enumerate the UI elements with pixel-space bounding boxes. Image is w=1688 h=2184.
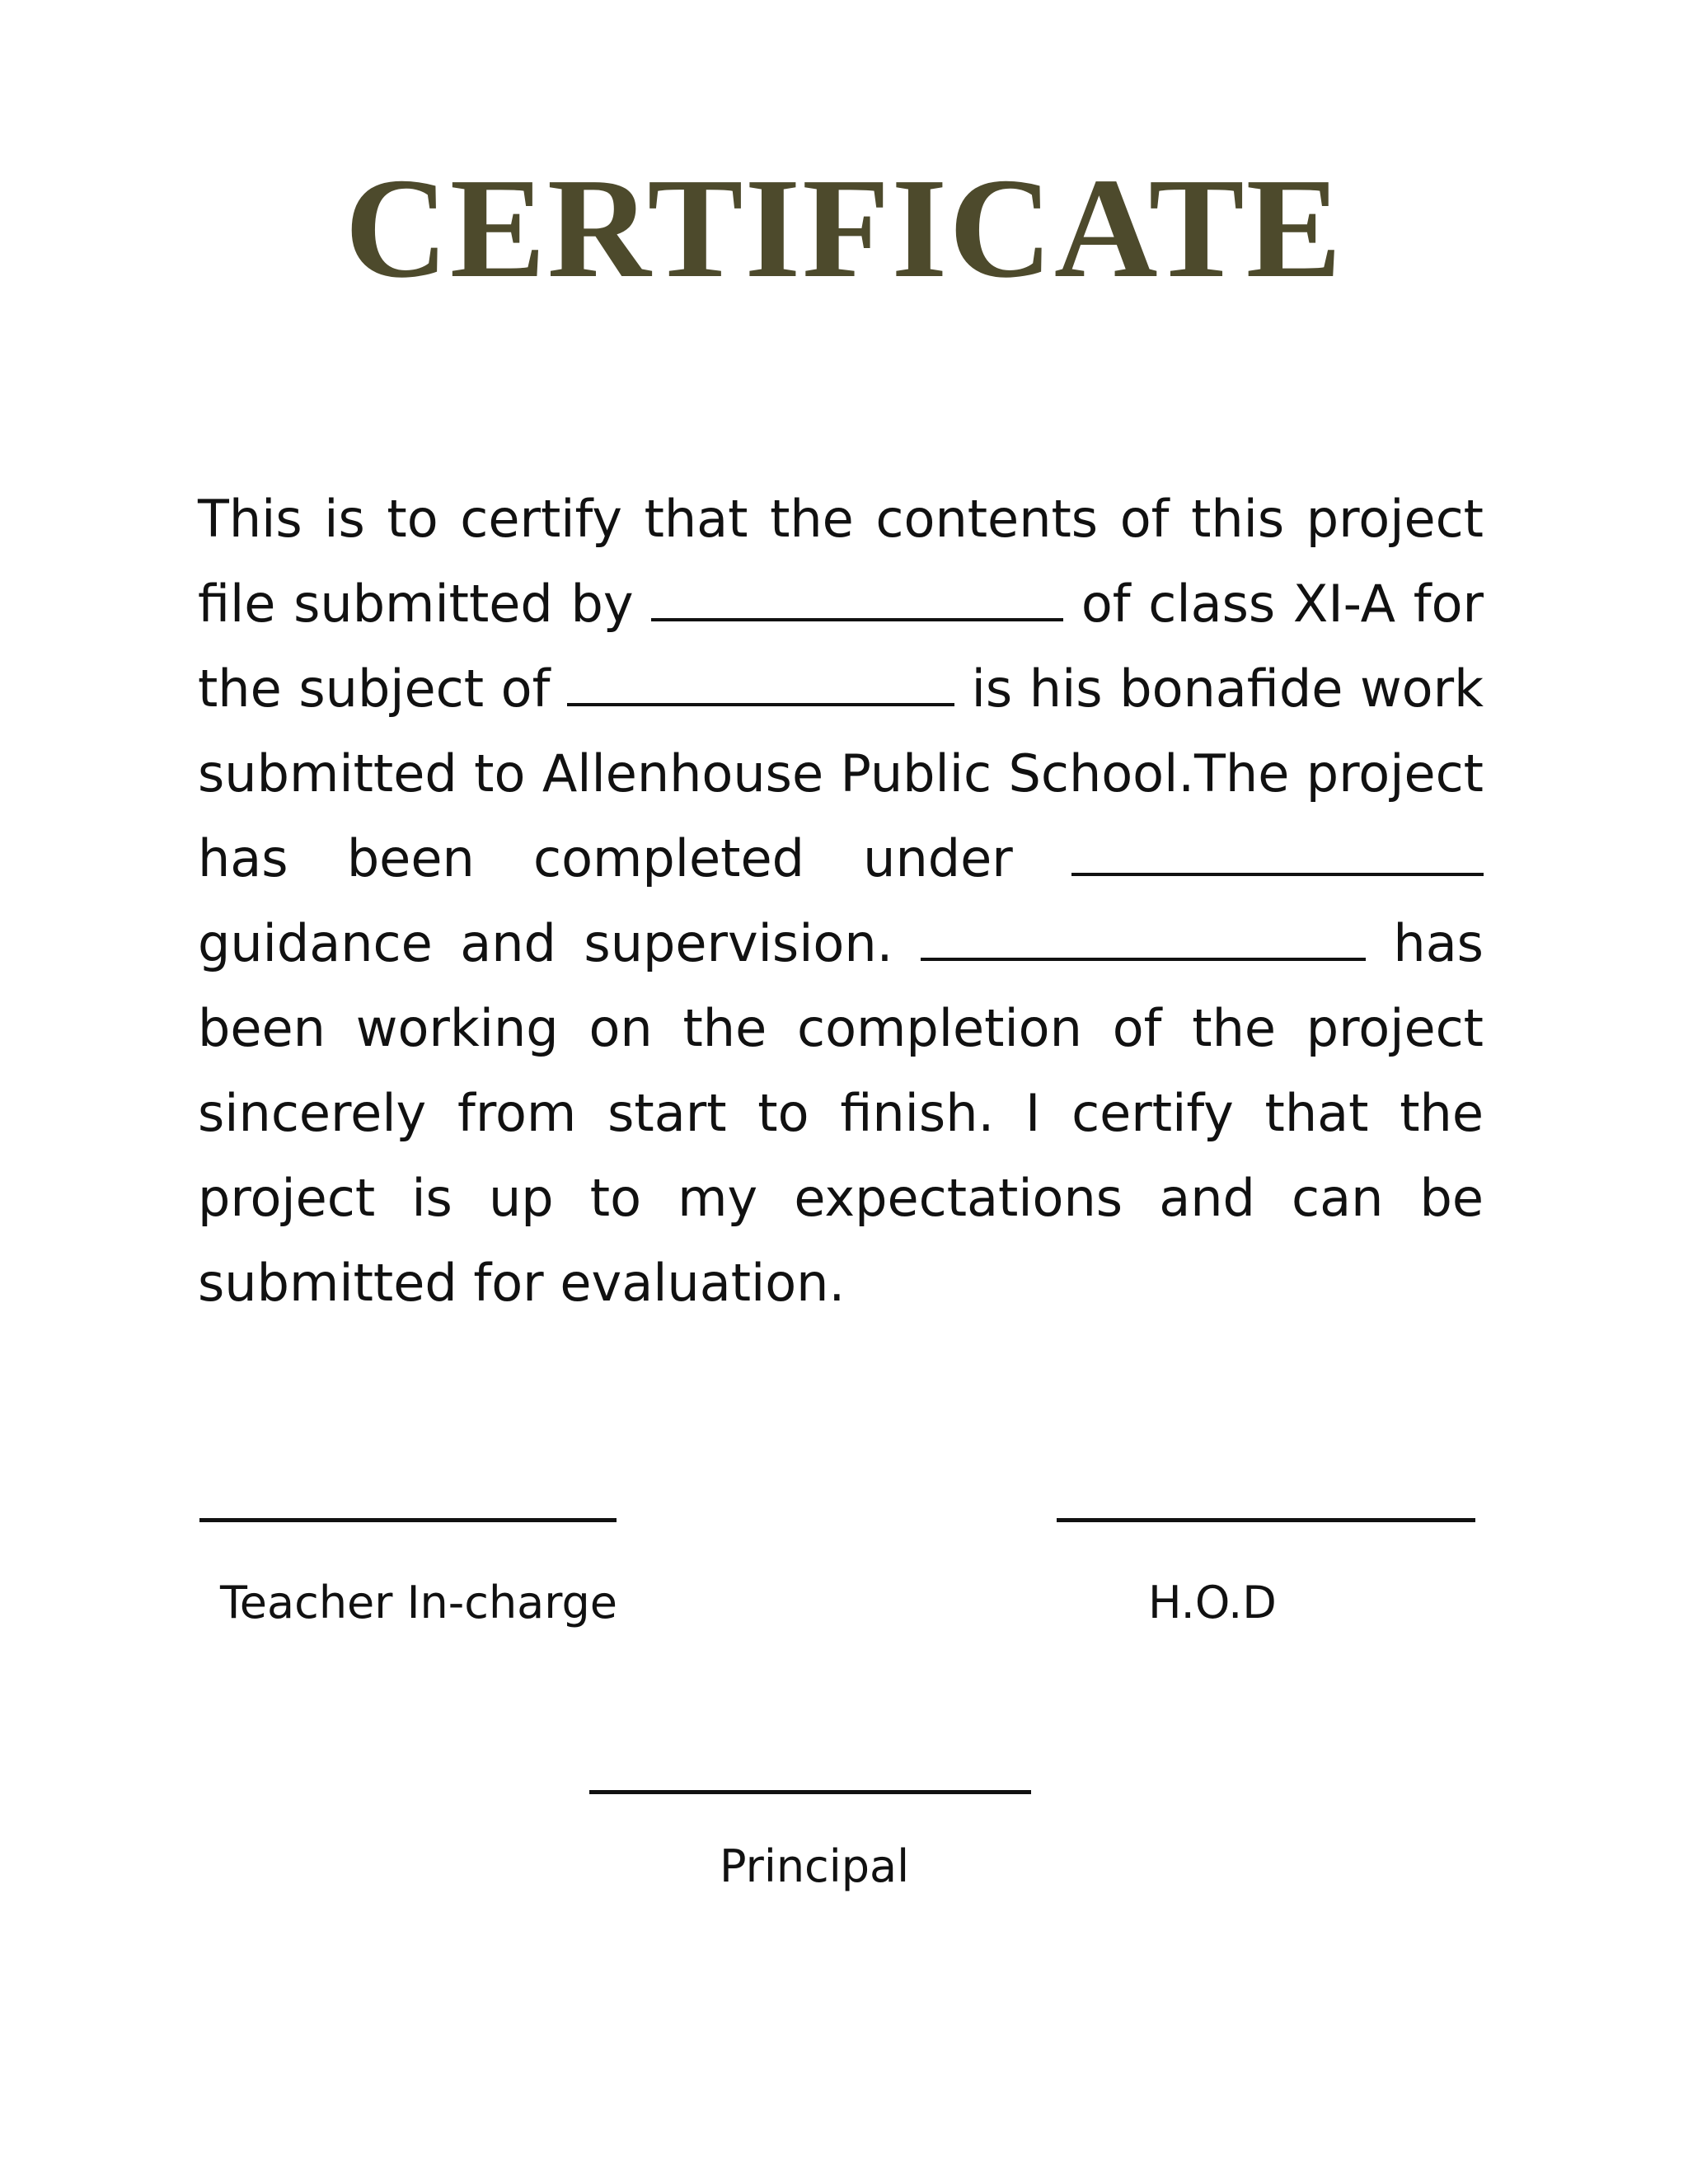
- body-segment-5: has been working on the completion of the project sincerely from start to finish. I certify that the project is up to my expectations and can be submitted for evaluation.: [198, 913, 1484, 1313]
- body-segment-1: This is to certify that the contents of this project file submitted by: [198, 489, 1484, 634]
- body-segment-2: of class XI-A for the subject of: [198, 574, 1484, 719]
- teacher-signature-line: [199, 1518, 617, 1522]
- student-name-blank: [651, 572, 1063, 621]
- principal-signature-line: [589, 1790, 1031, 1794]
- hod-signature-label: H.O.D: [1148, 1577, 1277, 1629]
- subject-blank: [567, 657, 954, 706]
- teacher-signature-label: Teacher In-charge: [220, 1577, 618, 1629]
- body-segment-4: guidance and supervision.: [198, 913, 921, 973]
- certificate-title: CERTIFICATE: [345, 148, 1343, 307]
- certificate-body: [198, 476, 1484, 1325]
- hod-signature-line: [1057, 1518, 1475, 1522]
- student-name-blank-2: [921, 912, 1366, 961]
- principal-signature-label: Principal: [720, 1840, 910, 1892]
- guide-name-blank: [1071, 827, 1484, 876]
- body-segment-3: is his bonafide work submitted to Allenhouse Public School.The project has been completed under: [198, 658, 1484, 888]
